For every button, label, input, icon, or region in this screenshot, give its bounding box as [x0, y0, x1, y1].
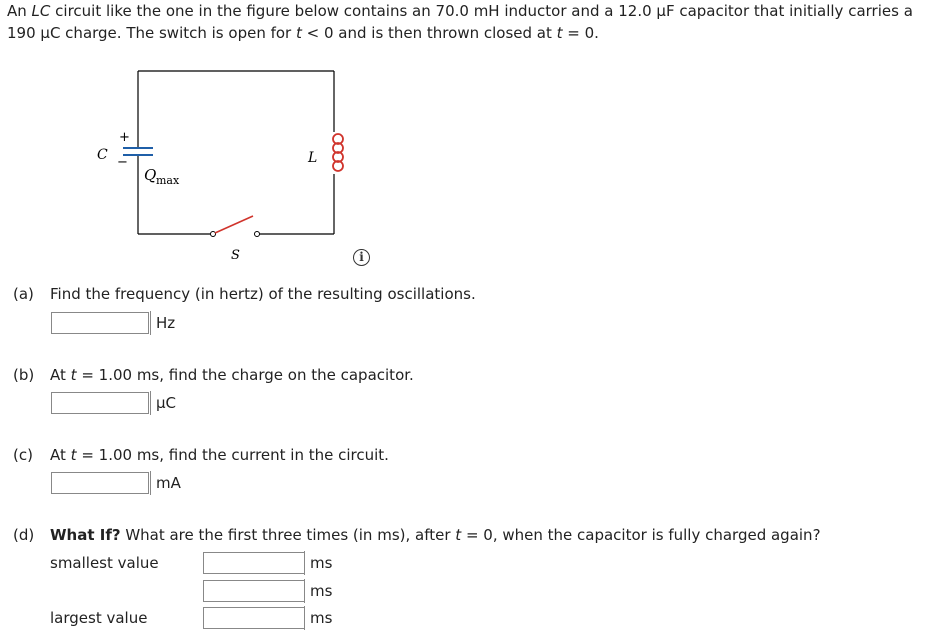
part-b-unit: μC — [150, 391, 176, 415]
plus-sign: + — [119, 130, 130, 145]
switch-blade — [215, 216, 253, 233]
part-d-answer-input-3[interactable] — [203, 607, 305, 629]
qmax-label: Q — [144, 166, 157, 184]
switch-right-terminal — [255, 232, 260, 237]
part-a-answer-input[interactable] — [51, 312, 149, 334]
switch-label: S — [231, 248, 240, 263]
part-b-answer-input[interactable] — [51, 392, 149, 414]
part-c-question: At t = 1.00 ms, find the current in the circuit. — [50, 446, 389, 464]
intro-text-1: An — [7, 2, 32, 20]
intro-text-2: circuit like the one in the figure below contains an 70.0 mH inductor and a 12.0 μF capacitor that initially carries a 190 μC charge. The switch is open for — [7, 2, 913, 42]
intro-t1: t — [295, 24, 302, 42]
qmax-subscript: max — [156, 174, 180, 187]
smallest-value-label: smallest value — [50, 554, 159, 572]
part-a-question: Find the frequency (in hertz) of the resulting oscillations. — [50, 285, 476, 303]
part-d-unit-1: ms — [304, 551, 332, 575]
intro-text-4: = 0. — [562, 24, 599, 42]
capacitor-label: C — [97, 147, 108, 163]
largest-value-label: largest value — [50, 609, 148, 627]
minus-sign: − — [117, 155, 128, 170]
part-b-label: (b) — [13, 366, 35, 384]
part-d-unit-3: ms — [304, 606, 332, 630]
part-d-question: What If? What are the first three times (in ms), after t = 0, when the capacitor is fully charged again? — [50, 526, 821, 544]
info-icon[interactable]: i — [353, 249, 370, 266]
intro-t2: t — [556, 24, 563, 42]
part-d-answer-input-2[interactable] — [203, 580, 305, 602]
part-a-unit: Hz — [150, 311, 175, 335]
inductor-coil — [333, 134, 343, 171]
part-d-label: (d) — [13, 526, 35, 544]
part-c-unit: mA — [150, 471, 181, 495]
intro-text-3: < 0 and is then thrown closed at — [301, 24, 557, 42]
part-b-question: At t = 1.00 ms, find the charge on the capacitor. — [50, 366, 414, 384]
part-d-unit-2: ms — [304, 579, 332, 603]
part-d-answer-input-1[interactable] — [203, 552, 305, 574]
lc-circuit-diagram — [95, 62, 395, 272]
inductor-label: L — [308, 150, 318, 166]
problem-statement — [7, 0, 931, 44]
part-a-label: (a) — [13, 285, 34, 303]
part-c-label: (c) — [13, 446, 33, 464]
part-c-answer-input[interactable] — [51, 472, 149, 494]
intro-lc: LC — [31, 2, 51, 20]
